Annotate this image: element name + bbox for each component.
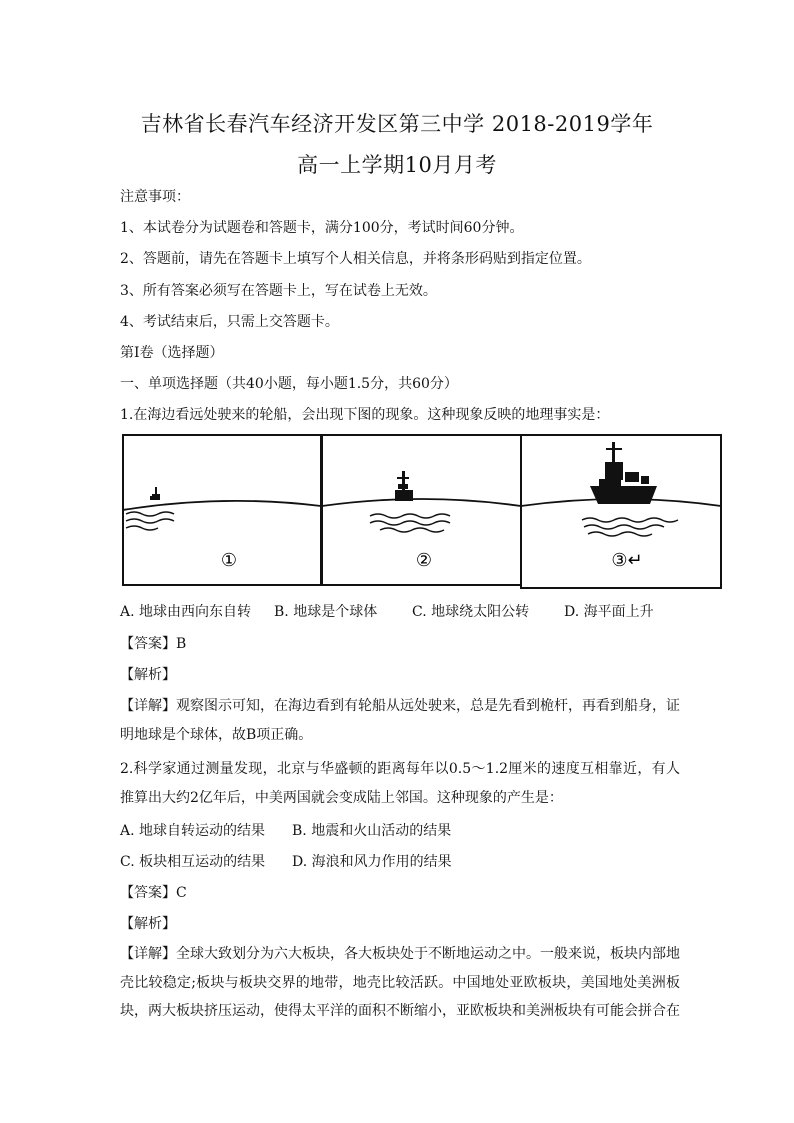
exam-title-line2: 高一上学期10月月考 [297,153,497,177]
q2-options-row1 [120,820,451,840]
notice-heading: 注意事项： [120,189,190,205]
q2-options-row2 [120,851,452,871]
section-part: 一、单项选择题（共40小题，每小题1.5分，共60分） [120,376,458,392]
notice-item-1: 1、本试卷分为试题卷和答题卡，满分100分，考试时间60分钟。 [120,220,524,236]
section-volume: 第Ⅰ卷（选择题） [120,345,224,361]
q1-option-a: A. 地球由西向东自转 [120,604,252,620]
figure-panel-2-label: ② [415,550,433,571]
exam-title-line1: 吉林省长春汽车经济开发区第三中学 2018-2019学年 [140,112,654,136]
q2-option-c: C. 板块相互运动的结果 [120,854,266,870]
figure-panel-1 [123,435,321,585]
q1-analysis-heading: 【解析】 [120,667,176,683]
q1-option-c: C. 地球绕太阳公转 [412,604,530,620]
q2-option-a: A. 地球自转运动的结果 [120,823,266,839]
figure-panel-3-label: ③↵ [611,550,643,571]
q1-option-b: B. 地球是个球体 [274,604,378,620]
q2-analysis-heading: 【解析】 [120,916,176,932]
q2-stem: 2.科学家通过测量发现，北京与华盛顿的距离每年以0.5～1.2厘米的速度互相靠近，有人推算出大约2亿年后，中美两国就会变成陆上邻国。这种现象的产生是： [120,761,680,806]
ship-horizon-figure [122,434,722,590]
figure-panel-2 [322,435,521,585]
notice-item-4: 4、考试结束后，只需上交答题卡。 [120,314,339,330]
figure-panel-3 [521,435,721,588]
q2-detail: 【详解】全球大致划分为六大板块，各大板块处于不断地运动之中。一般来说，板块内部地壳比较稳定;板块与板块交界的地带，地壳比较活跃。中国地处亚欧板块，美国地处美洲板块，两大板块挤压运动，使得太平洋的面积不断缩小，亚欧板块和美洲板块有可能会拼合在 [120,946,680,1019]
q1-detail: 【详解】观察图示可知，在海边看到有轮船从远处驶来，总是先看到桅杆，再看到船身，证明地球是个球体，故B项正确。 [120,698,680,743]
figure-panel-1-label: ① [220,550,238,571]
q2-option-d: D. 海浪和风力作用的结果 [292,854,452,870]
q1-option-d: D. 海平面上升 [564,604,654,620]
notice-item-2: 2、答题前，请先在答题卡上填写个人相关信息，并将条形码贴到指定位置。 [120,251,591,267]
notice-item-3: 3、所有答案必须写在答题卡上，写在试卷上无效。 [120,283,437,299]
q2-answer: 【答案】C [120,885,187,901]
q1-answer: 【答案】B [120,636,187,652]
q1-stem: 1.在海边看远处驶来的轮船，会出现下图的现象。这种现象反映的地理事实是： [120,407,610,423]
q1-options [120,601,654,621]
q2-option-b: B. 地震和火山活动的结果 [292,823,452,839]
